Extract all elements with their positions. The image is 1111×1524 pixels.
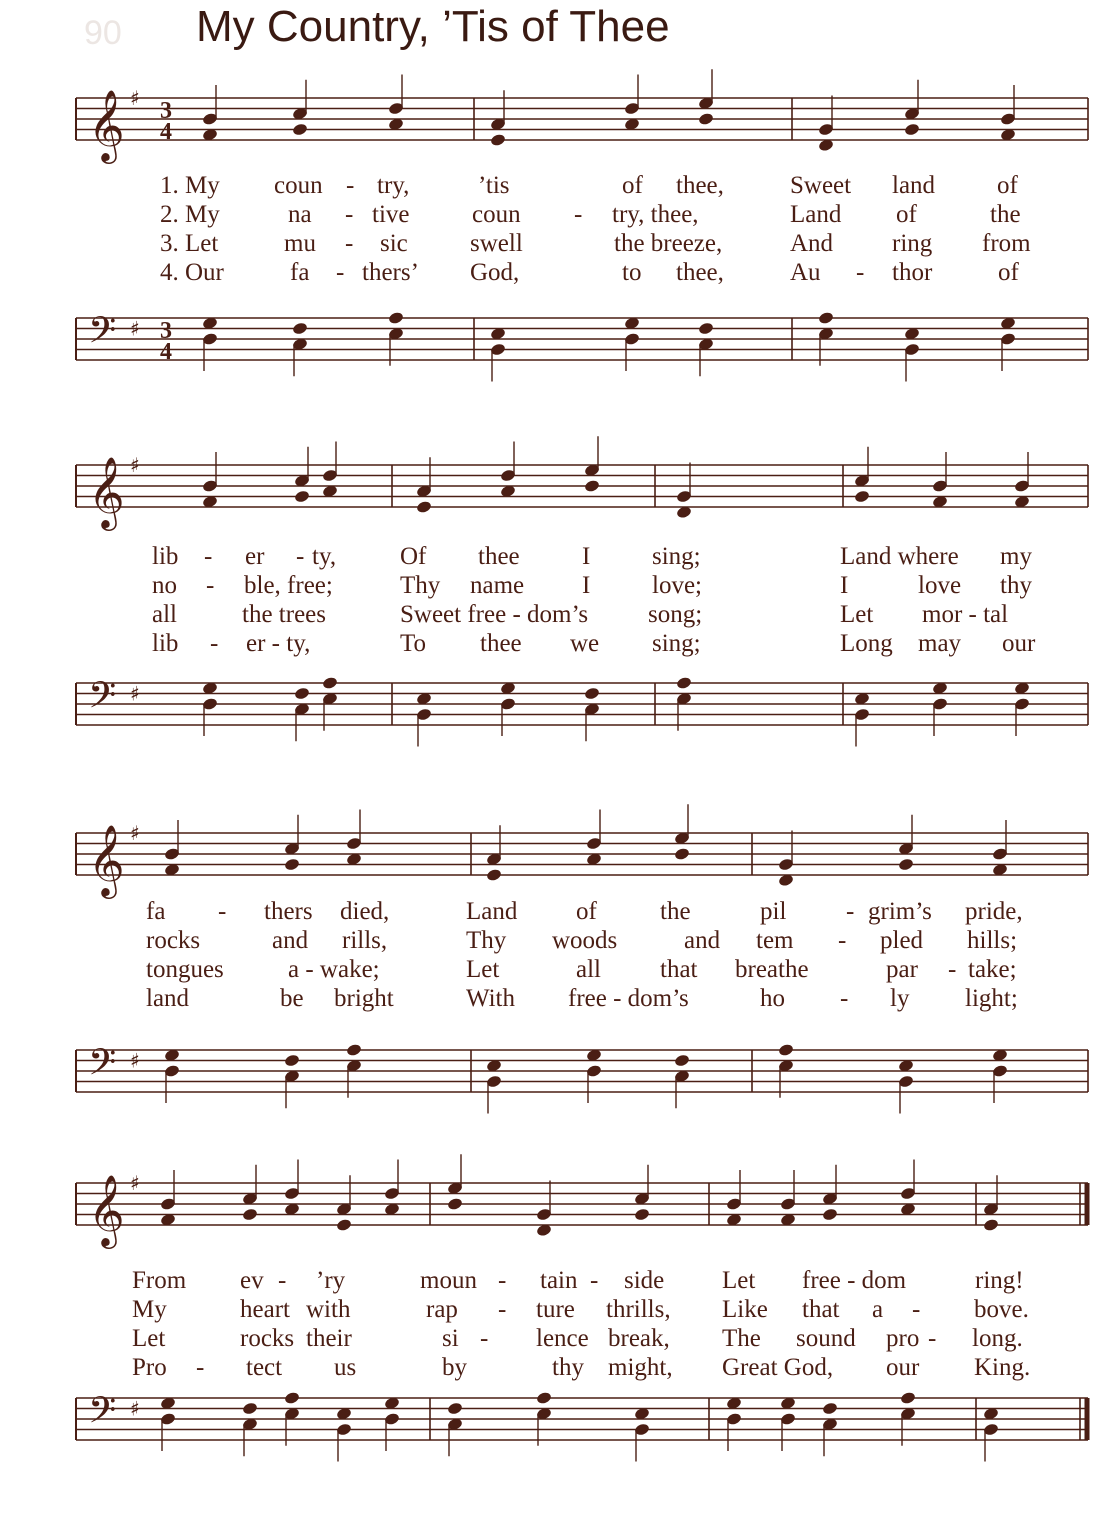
lyric-syllable: of — [576, 898, 597, 925]
lyric-syllable: - — [574, 201, 583, 228]
treble-staff — [0, 818, 1111, 898]
lyric-syllable: of — [998, 259, 1019, 286]
bass-staff — [0, 1383, 1111, 1463]
lyric-syllable: - — [218, 898, 227, 925]
note-head — [447, 1401, 464, 1415]
sharp-icon: ♯ — [130, 1396, 140, 1421]
lyric-syllable: pro — [886, 1325, 920, 1352]
lyric-syllable: My — [132, 1296, 167, 1323]
note-head — [904, 122, 921, 136]
lyric-syllable: tem — [756, 927, 794, 954]
lyric-syllable: and — [684, 927, 721, 954]
bass-clef-icon: 𝄢 — [88, 674, 117, 726]
lyric-syllable: From — [132, 1267, 187, 1294]
note-head — [447, 1197, 464, 1211]
lyric-syllable: sic — [380, 230, 408, 257]
lyric-syllable: of — [997, 172, 1018, 199]
lyric-syllable: might, — [608, 1354, 673, 1381]
note-head — [292, 122, 309, 136]
note-head — [634, 1207, 651, 1221]
lyric-syllable: love; — [652, 572, 702, 599]
note-head — [983, 1218, 1000, 1232]
note-head — [292, 321, 309, 335]
lyric-syllable: - — [278, 1267, 287, 1294]
lyric-syllable: er - ty, — [246, 630, 311, 657]
lyric-syllable: song; — [648, 601, 703, 628]
lyric-syllable: mor - tal — [922, 601, 1009, 628]
lyric-syllable: Let — [722, 1267, 756, 1294]
note-head — [536, 1391, 553, 1405]
lyric-syllable: Thy — [466, 927, 507, 954]
lyric-syllable: coun — [274, 172, 323, 199]
lyric-syllable: thrills, — [606, 1296, 671, 1323]
lyric-syllable: Thy — [400, 572, 441, 599]
lyric-syllable: rocks — [240, 1325, 295, 1352]
lyric-syllable: bright — [334, 985, 394, 1012]
note-head — [698, 321, 715, 335]
note-head — [284, 1391, 301, 1405]
sharp-icon: ♯ — [130, 1048, 140, 1073]
lyric-syllable: lence — [536, 1325, 589, 1352]
note-head — [854, 489, 871, 503]
lyric-syllable: er — [245, 543, 265, 570]
lyric-syllable: coun — [472, 201, 521, 228]
lyric-syllable: 2. My — [160, 201, 220, 228]
lyric-syllable: moun — [420, 1267, 477, 1294]
lyric-syllable: us — [334, 1354, 357, 1381]
lyric-syllable: the — [990, 201, 1021, 228]
lyric-syllable: break, — [608, 1325, 670, 1352]
lyric-syllable: - — [196, 1354, 205, 1381]
lyric-syllable: With — [466, 985, 515, 1012]
lyric-syllable: free - dom — [802, 1267, 907, 1294]
lyric-syllable: by — [442, 1354, 467, 1381]
lyric-syllable: heart — [240, 1296, 290, 1323]
lyric-syllable: ring — [892, 230, 933, 257]
lyric-syllable: the trees — [242, 601, 326, 628]
lyric-syllable: 1. My — [160, 172, 220, 199]
lyric-syllable: - — [210, 630, 219, 657]
time-signature-top: 3 — [160, 98, 172, 124]
lyric-syllable: the — [660, 898, 691, 925]
lyric-syllable: a — [872, 1296, 884, 1323]
sharp-icon: ♯ — [130, 821, 140, 845]
lyric-syllable: try, — [377, 172, 410, 199]
lyric-syllable: na — [288, 201, 312, 228]
note-head — [294, 686, 311, 700]
note-head — [898, 857, 915, 871]
lyric-syllable: bove. — [974, 1296, 1029, 1323]
note-head — [674, 1053, 691, 1067]
note-head — [336, 1218, 353, 1232]
lyric-syllable: - — [928, 1325, 937, 1352]
lyric-syllable: - — [846, 898, 855, 925]
bass-clef-icon: 𝄢 — [88, 309, 117, 361]
lyric-syllable: - — [856, 259, 865, 286]
lyric-syllable: Land where — [840, 543, 959, 570]
note-head — [284, 857, 301, 871]
lyric-syllable: we — [570, 630, 600, 657]
lyric-syllable: Land — [466, 898, 518, 925]
lyric-syllable: tain — [540, 1267, 578, 1294]
lyric-syllable: ring! — [975, 1267, 1024, 1294]
lyric-syllable: my — [1000, 543, 1032, 570]
lyric-syllable: all — [576, 956, 601, 983]
treble-clef-icon: 𝄞 — [88, 1173, 125, 1246]
lyric-syllable: rocks — [146, 927, 201, 954]
note-head — [698, 112, 715, 126]
lyric-syllable: take; — [968, 956, 1017, 983]
lyric-syllable: - — [206, 572, 215, 599]
note-head — [674, 847, 691, 861]
lyric-syllable: their — [306, 1325, 352, 1352]
lyric-syllable: be — [280, 985, 304, 1012]
note-head — [584, 686, 601, 700]
lyric-syllable: ty, — [312, 543, 337, 570]
time-signature-bottom: 4 — [160, 119, 172, 145]
lyric-syllable: - — [498, 1267, 507, 1294]
lyric-syllable: 4. Our — [160, 259, 224, 286]
sharp-icon: ♯ — [130, 453, 140, 477]
time-signature-top: 3 — [160, 318, 172, 344]
lyric-syllable: I — [582, 572, 591, 599]
lyric-syllable: swell — [470, 230, 523, 257]
lyric-syllable: - — [912, 1296, 921, 1323]
lyric-syllable: Land — [790, 201, 842, 228]
lyric-syllable: ’tis — [478, 172, 510, 199]
lyric-syllable: King. — [974, 1354, 1031, 1381]
lyric-syllable: thee, — [676, 172, 724, 199]
lyric-syllable: thee — [478, 543, 520, 570]
sharp-icon: ♯ — [130, 316, 140, 341]
treble-clef-icon: 𝄞 — [88, 823, 125, 896]
lyric-syllable: - — [948, 956, 957, 983]
note-head — [284, 1053, 301, 1067]
lyric-syllable: that — [660, 956, 698, 983]
treble-clef-icon: 𝄞 — [88, 88, 125, 161]
lyric-syllable: ev — [240, 1267, 264, 1294]
lyric-syllable: from — [982, 230, 1031, 257]
lyric-syllable: sound — [796, 1325, 856, 1352]
lyric-syllable: try, thee, — [612, 201, 699, 228]
lyric-syllable: all — [152, 601, 177, 628]
lyric-syllable: ble, free; — [244, 572, 333, 599]
lyric-syllable: - — [204, 543, 213, 570]
lyric-syllable: thee — [480, 630, 522, 657]
lyric-syllable: tect — [246, 1354, 283, 1381]
lyric-syllable: - — [336, 259, 345, 286]
lyric-syllable: no — [152, 572, 177, 599]
hymn-number: 90 — [84, 14, 122, 52]
lyric-syllable: land — [146, 985, 190, 1012]
lyric-syllable: that — [802, 1296, 840, 1323]
lyric-syllable: 3. Let — [160, 230, 219, 257]
lyric-syllable: ly — [890, 985, 910, 1012]
lyric-syllable: - — [838, 927, 847, 954]
note-head — [490, 133, 507, 147]
lyric-syllable: - — [840, 985, 849, 1012]
lyric-syllable: may — [918, 630, 962, 657]
note-head — [322, 676, 339, 690]
bass-staff — [0, 1035, 1111, 1115]
lyric-syllable: - — [498, 1296, 507, 1323]
note-head — [818, 311, 835, 325]
lyric-syllable: - — [345, 230, 354, 257]
lyric-syllable: rap — [426, 1296, 458, 1323]
lyric-syllable: name — [470, 572, 525, 599]
lyric-syllable: pride, — [965, 898, 1023, 925]
lyric-syllable: and — [272, 927, 309, 954]
lyric-syllable: the breeze, — [614, 230, 723, 257]
lyric-syllable: love — [918, 572, 962, 599]
lyric-syllable: grim’s — [868, 898, 932, 925]
note-head — [294, 489, 311, 503]
lyric-syllable: tive — [372, 201, 410, 228]
lyric-syllable: To — [400, 630, 427, 657]
lyric-syllable: fa — [290, 259, 310, 286]
lyric-syllable: a - wake; — [288, 956, 380, 983]
lyric-syllable: thee, — [676, 259, 724, 286]
lyric-syllable: died, — [340, 898, 390, 925]
time-signature-bottom: 4 — [160, 339, 172, 365]
lyric-syllable: thor — [892, 259, 933, 286]
bass-clef-icon: 𝄢 — [88, 1041, 117, 1093]
lyric-syllable: si — [442, 1325, 459, 1352]
lyric-syllable: Of — [400, 543, 427, 570]
lyric-syllable: The — [722, 1325, 761, 1352]
lyric-syllable: pled — [880, 927, 924, 954]
note-head — [242, 1401, 259, 1415]
lyric-syllable: Let — [840, 601, 874, 628]
lyric-syllable: side — [624, 1267, 665, 1294]
lyric-syllable: Sweet — [790, 172, 852, 199]
lyric-syllable: Great God, — [722, 1354, 834, 1381]
lyric-syllable: of — [896, 201, 917, 228]
note-head — [778, 1043, 795, 1057]
lyric-syllable: I — [582, 543, 591, 570]
lyric-syllable: land — [892, 172, 936, 199]
lyric-syllable: Sweet free - dom’s — [400, 601, 589, 628]
lyric-syllable: Let — [132, 1325, 166, 1352]
lyric-syllable: woods — [552, 927, 618, 954]
note-head — [900, 1391, 917, 1405]
note-head — [242, 1207, 259, 1221]
lyric-syllable: long. — [972, 1325, 1023, 1352]
lyric-syllable: Pro — [132, 1354, 167, 1381]
lyric-syllable: with — [306, 1296, 351, 1323]
lyric-syllable: pil — [760, 898, 787, 925]
treble-staff — [0, 1168, 1111, 1248]
lyric-syllable: - — [590, 1267, 599, 1294]
note-head — [584, 479, 601, 493]
lyric-syllable: breathe — [735, 956, 809, 983]
sharp-icon: ♯ — [130, 1171, 140, 1195]
lyric-syllable: par — [886, 956, 918, 983]
note-head — [822, 1401, 839, 1415]
note-head — [346, 1043, 363, 1057]
lyric-syllable: free - dom’s — [568, 985, 689, 1012]
bass-staff — [0, 303, 1111, 383]
note-head — [388, 311, 405, 325]
lyric-syllable: thers’ — [362, 259, 419, 286]
lyric-syllable: ho — [760, 985, 785, 1012]
lyric-syllable: Let — [466, 956, 500, 983]
lyric-syllable: light; — [965, 985, 1018, 1012]
lyric-syllable: to — [622, 259, 642, 286]
lyric-syllable: lib — [152, 630, 179, 657]
note-head — [416, 500, 433, 514]
lyric-syllable: of — [622, 172, 643, 199]
lyric-syllable: - — [346, 172, 355, 199]
treble-staff — [0, 83, 1111, 163]
lyric-syllable: And — [790, 230, 834, 257]
lyric-syllable: - — [296, 543, 305, 570]
sharp-icon: ♯ — [130, 681, 140, 706]
lyric-syllable: - — [480, 1325, 489, 1352]
lyric-syllable: I — [840, 572, 849, 599]
lyric-syllable: tongues — [146, 956, 224, 983]
bass-staff — [0, 668, 1111, 748]
lyric-syllable: thy — [552, 1354, 584, 1381]
lyric-syllable: Long — [840, 630, 893, 657]
lyric-syllable: Like — [722, 1296, 768, 1323]
note-head — [822, 1207, 839, 1221]
lyric-syllable: our — [886, 1354, 920, 1381]
lyric-syllable: our — [1002, 630, 1036, 657]
lyric-syllable: sing; — [652, 543, 701, 570]
lyric-syllable: sing; — [652, 630, 701, 657]
sharp-icon: ♯ — [130, 86, 140, 110]
lyric-syllable: rills, — [342, 927, 388, 954]
lyric-syllable: lib — [152, 543, 179, 570]
treble-staff — [0, 450, 1111, 530]
lyric-syllable: thers — [264, 898, 313, 925]
lyric-syllable: mu — [284, 230, 316, 257]
lyric-syllable: ’ry — [316, 1267, 346, 1294]
treble-clef-icon: 𝄞 — [88, 455, 125, 528]
lyric-syllable: - — [345, 201, 354, 228]
note-head — [676, 676, 693, 690]
note-head — [486, 868, 503, 882]
lyric-syllable: hills; — [967, 927, 1018, 954]
lyric-syllable: thy — [1000, 572, 1032, 599]
lyric-syllable: God, — [470, 259, 520, 286]
lyric-syllable: fa — [146, 898, 166, 925]
lyric-syllable: Au — [790, 259, 821, 286]
bass-clef-icon: 𝄢 — [88, 1389, 117, 1441]
lyric-syllable: ture — [536, 1296, 575, 1323]
hymn-title: My Country, ’Tis of Thee — [196, 2, 670, 51]
